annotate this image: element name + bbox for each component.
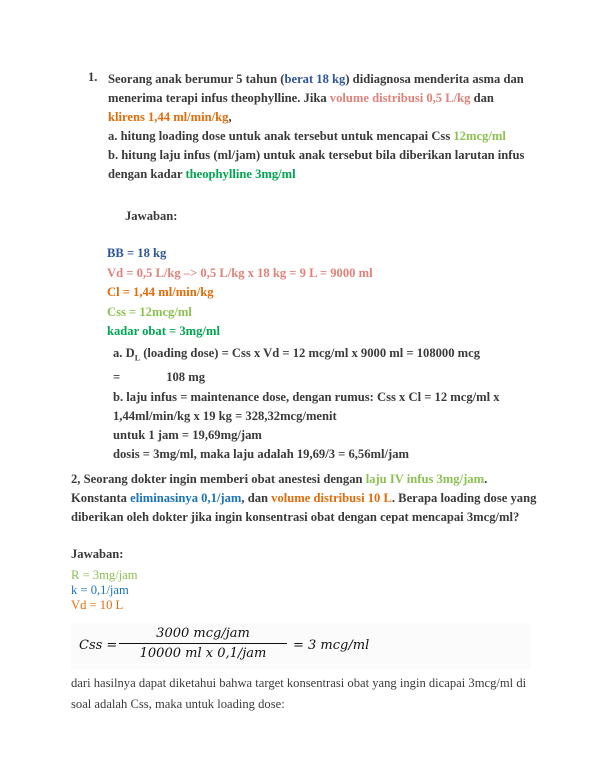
css-formula-image — [71, 623, 531, 669]
question-2-text: 2, Seorang dokter ingin memberi obat anestesi dengan laju IV infus 3mg/jam. Konstanta eliminasinya 0,1/jam, dan volume distribusi 10 L. Berapa loading dose yang diberikan oleh dokter jika ingin konsentrasi obat dengan cepat mencapai 3mcg/ml? — [71, 472, 537, 524]
clearance-highlight: klirens 1,44 ml/min/kg — [108, 110, 229, 124]
closing-paragraph: dari hasilnya dapat diketahui bahwa target konsentrasi obat yang ingin dicapai 3mcg/ml di soal adalah Css, maka untuk loading dose: — [71, 676, 527, 711]
formula-rhs: = 3 mcg/ml — [293, 638, 370, 653]
question-1-number: 1. — [88, 70, 98, 84]
volume-distribution-highlight: volume distribusi 0,5 L/kg — [329, 91, 471, 105]
infusion-rate-highlight: laju IV infus 3mg/jam — [365, 472, 485, 486]
rate-line: R = 3mg/jam — [71, 568, 138, 582]
volume-distribution-highlight-2: volume distribusi 10 L — [271, 491, 392, 505]
body-weight-line: BB = 18 kg — [107, 246, 167, 260]
css-highlight: 12mcg/ml — [453, 129, 506, 143]
k-line: k = 0,1/jam — [71, 583, 129, 597]
weight-highlight: berat 18 kg — [284, 72, 346, 86]
question-1-text: Seorang anak berumur 5 tahun (berat 18 kg) didiagnosa menderita asma dan menerima terapi infus theophylline. Jika volume distribusi 0,5 L/kg dan klirens 1,44 ml/min/kg, a. hitung loading dose untuk anak tersebut untuk mencapai Css 12mcg/ml b. hitung laju infus (ml/jam) untuk anak tersebut bila diberikan larutan infus dengan kadar theophylline 3mg/ml — [108, 72, 525, 181]
answer-1-heading: Jawaban: — [125, 209, 178, 223]
drug-concentration-line: kadar obat = 3mg/ml — [107, 324, 220, 339]
concentration-highlight: theophylline 3mg/ml — [185, 167, 296, 181]
question-1b: b. hitung laju infus (ml/jam) untuk anak tersebut bila diberikan larutan infus dengan kadar — [108, 148, 525, 181]
question-1a: a. hitung loading dose untuk anak tersebut untuk mencapai Css — [108, 129, 454, 143]
css-line: Css = 12mcg/ml — [107, 304, 192, 319]
volume-distribution-line: Vd = 0,5 L/kg –> 0,5 L/kg x 18 kg = 9 L = 9000 ml — [107, 265, 373, 280]
formula-denominator: 10000 ml x 0,1/jam — [139, 646, 267, 661]
formula-numerator: 3000 mcg/jam — [119, 626, 287, 644]
answer-1a: a. $D_L$ (loading dose) = Css x Vd = 12 mcg/ml x 9000 ml = 108000 mcg = 108 mg — [113, 346, 481, 384]
formula-lhs: Css = — [79, 638, 118, 653]
answer-2-heading: Jawaban: — [71, 547, 124, 561]
answer-1-variables — [107, 244, 373, 342]
answer-2-variables — [71, 568, 138, 613]
clearance-line: Cl = 1,44 ml/min/kg — [107, 285, 214, 300]
formula-fraction — [119, 626, 287, 661]
answer-1b: b. laju infus = maintenance dose, dengan rumus: Css x Cl = 12 mcg/ml x 1,44ml/min/kg x 19 kg = 328,32mcg/menit untuk 1 jam = 19,69mg/jam dosis = 3mg/ml, maka laju adalah 19,69/3 = 6,56ml/jam — [113, 390, 500, 461]
vd-line: Vd = 10 L — [71, 598, 124, 612]
elimination-constant-highlight: eliminasinya 0,1/jam — [130, 491, 242, 505]
